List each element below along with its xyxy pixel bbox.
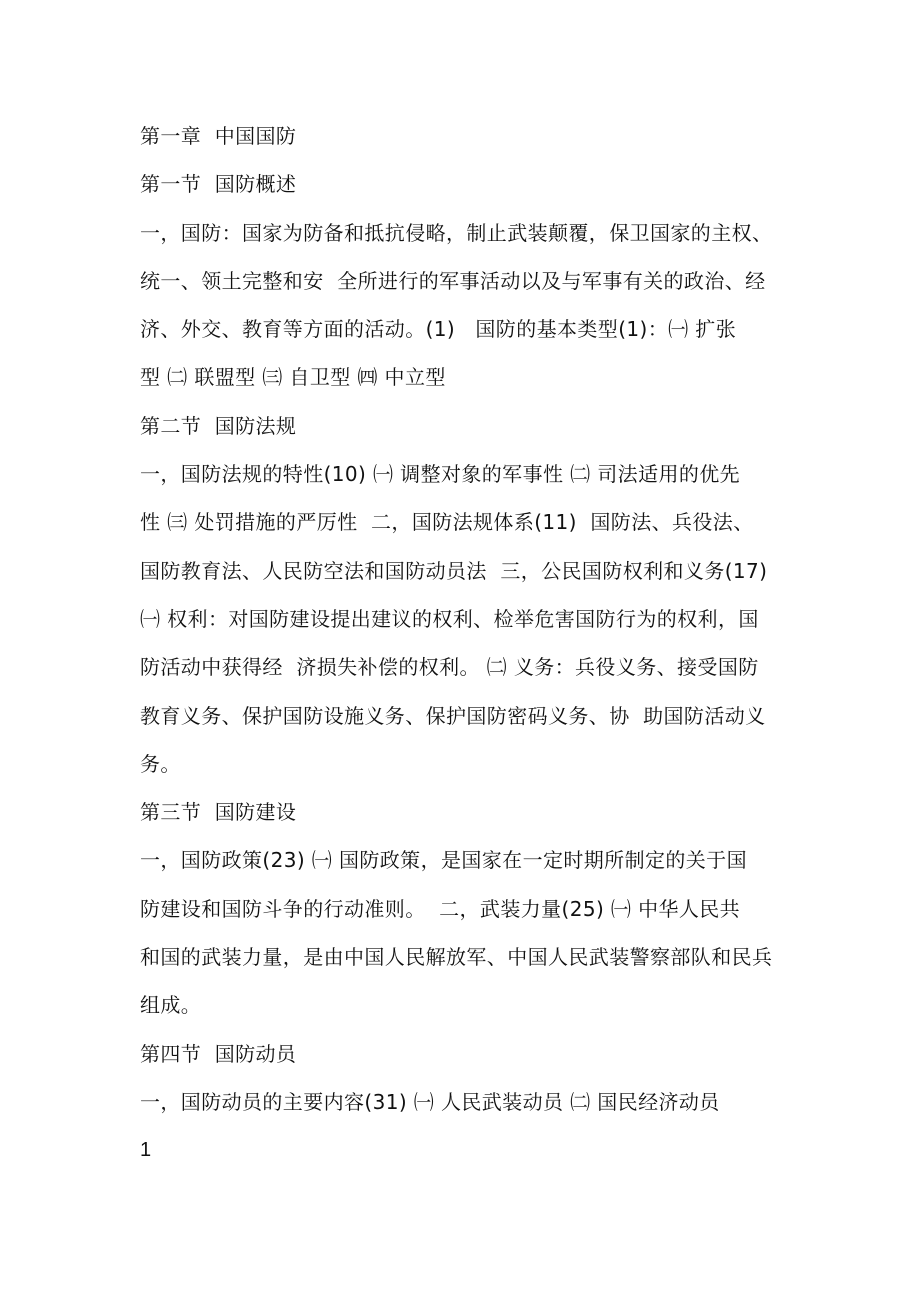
section-heading: 第三节 国防建设 [140, 800, 297, 825]
paragraph-line: ㈠ 权利：对国防建设提出建议的权利、检举危害国防行为的权利，国 [140, 606, 759, 631]
chapter-title: 第一章 中国国防 [140, 124, 297, 148]
paragraph-line: 教育义务、保护国防设施义务、保护国防密码义务、协 助国防活动义 [140, 703, 766, 728]
paragraph-line: 统一、领土完整和安 全所进行的军事活动以及与军事有关的政治、经 [140, 268, 766, 293]
paragraph-line: 性 ㈢ 处罚措施的严厉性 二，国防法规体系(11) 国防法、兵役法、 [140, 510, 754, 535]
paragraph-line: 防活动中获得经 济损失补偿的权利。 ㈡ 义务：兵役义务、接受国防 [140, 655, 759, 680]
section-4 [140, 1030, 790, 1127]
paragraph-line: 和国的武装力量，是由中国人民解放军、中国人民武装警察部队和民兵 [140, 945, 773, 970]
paragraph-line: 一，国防：国家为防备和抵抗侵略，制止武装颠覆，保卫国家的主权、 [140, 220, 773, 245]
section-2 [140, 402, 790, 788]
paragraph-line: 务。 [140, 751, 181, 776]
paragraph-line: 防建设和国防斗争的行动准则。 二，武装力量(25) ㈠ 中华人民共 [140, 896, 741, 921]
paragraph-line: 国防教育法、人民防空法和国防动员法 三，公民国防权利和义务(17) [140, 558, 768, 583]
paragraph-line: 一，国防政策(23) ㈠ 国防政策，是国家在一定时期所制定的关于国 [140, 848, 747, 873]
section-heading: 第二节 国防法规 [140, 413, 297, 438]
section-1 [140, 160, 790, 401]
paragraph-line: 一，国防动员的主要内容(31) ㈠ 人民武装动员 ㈡ 国民经济动员 [140, 1089, 720, 1114]
page-number: 1 [140, 1139, 152, 1161]
paragraph-line: 济、外交、教育等方面的活动。(1) 国防的基本类型(1)：㈠ 扩张 [140, 317, 737, 342]
section-3 [140, 788, 790, 1029]
paragraph-line: 型 ㈡ 联盟型 ㈢ 自卫型 ㈣ 中立型 [140, 365, 446, 390]
paragraph-line: 组成。 [140, 993, 202, 1018]
section-heading: 第四节 国防动员 [140, 1041, 297, 1066]
section-heading: 第一节 国防概述 [140, 172, 297, 197]
document-body [140, 112, 790, 1126]
paragraph-line: 一，国防法规的特性(10) ㈠ 调整对象的军事性 ㈡ 司法适用的优先 [140, 462, 741, 487]
